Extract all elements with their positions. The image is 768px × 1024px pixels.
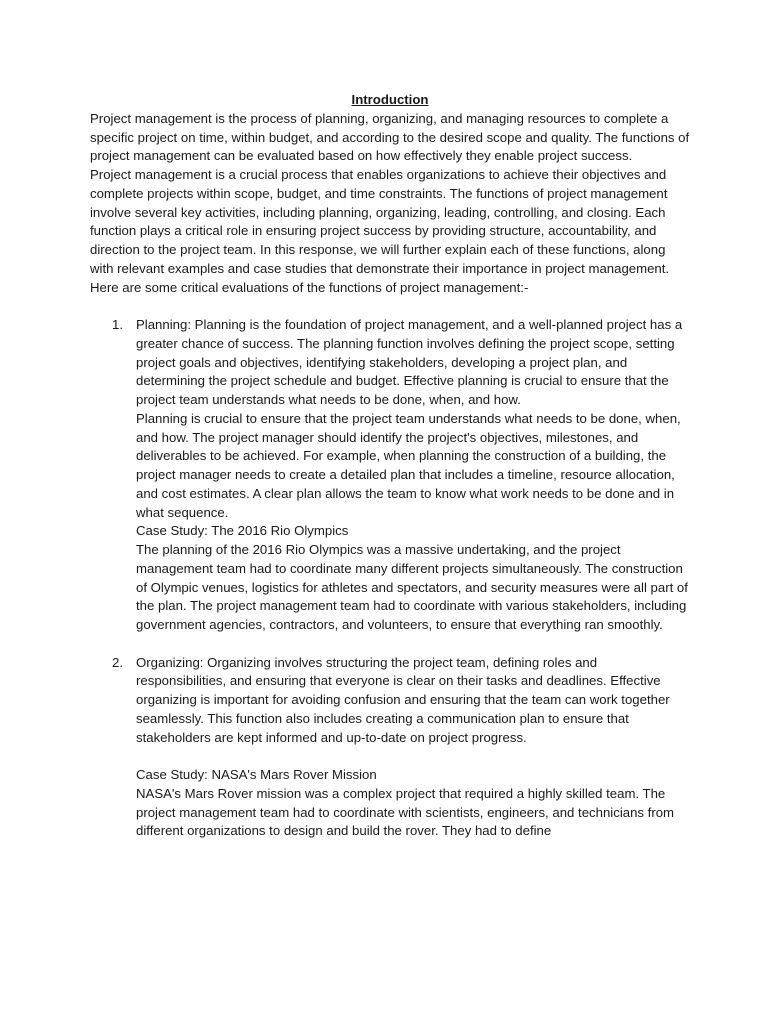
item-paragraph: Planning: Planning is the foundation of project management, and a well-planned project has a greater chance of success. The planning function involves defining the project scope, setting project goals and objectives, identifying stakeholders, developing a project plan, and determining the project schedule and budget. Effective planning is crucial to ensure that the project team understands what needs to be done, when, and how. [136,317,683,407]
intro-paragraph: Here are some critical evaluations of the functions of project management:- [90,279,529,295]
intro-paragraph: Project management is the process of planning, organizing, and managing resources to complete a specific project on time, within budget, and according to the desired scope and quality. The functions of project management can be evaluated based on how effectively they enable project success. [90,110,690,164]
case-study-text: The planning of the 2016 Rio Olympics was a massive undertaking, and the project management team had to coordinate many different projects simultaneously. The construction of Olympic venues, logistics for athletes and spectators, and security measures were all part of the plan. The project management team had to coordinate with various stakeholders, including government agencies, contractors, and volunteers, to ensure that everything ran smoothly. [136,542,688,632]
list-number: 1. [112,317,123,332]
spacer [90,635,690,654]
intro-paragraph: Project management is a crucial process that enables organizations to achieve their objectives and complete projects within scope, budget, and time constraints. The functions of project management involve several key activities, including planning, organizing, leading, controlling, and closing. Each function plays a critical role in ensuring project success by providing structure, accountability, and direction to the project team. In this response, we will further explain each of these functions, along with relevant examples and case studies that demonstrate their importance in project management. [90,167,670,276]
list-item-organizing [90,654,690,842]
functions-list [90,316,690,841]
list-item-planning [90,316,690,635]
item-paragraph: Organizing: Organizing involves structuring the project team, defining roles and responsibilities, and ensuring that everyone is clear on their tasks and deadlines. Effective organizing is important for avoiding confusion and ensuring that the team can work together seamlessly. This function also includes creating a communication plan to ensure that stakeholders are kept informed and up-to-date on project progress. [136,654,670,745]
case-study-title: Case Study: The 2016 Rio Olympics [136,523,349,539]
document-page [90,91,690,841]
spacer [136,747,690,766]
list-item-body [136,654,690,842]
item-paragraph: Planning is crucial to ensure that the project team understands what needs to be done, when, and how. The project manager should identify the project's objectives, milestones, and deliverables to be achieved. For example, when planning the construction of a building, the project manager needs to create a detailed plan that includes a timeline, resource allocation, and cost estimates. A clear plan allows the team to know what work needs to be done and in what sequence. [136,410,681,520]
case-study-title: Case Study: NASA's Mars Rover Mission [136,767,377,782]
case-study-text: NASA's Mars Rover mission was a complex project that required a highly skilled team. The project management team had to coordinate with scientists, engineers, and technicians from different organizations to design and build the rover. They had to define [136,785,675,839]
list-number: 2. [112,654,123,670]
list-item-body [136,316,690,635]
document-heading: Introduction [351,92,429,107]
spacer [90,297,690,316]
